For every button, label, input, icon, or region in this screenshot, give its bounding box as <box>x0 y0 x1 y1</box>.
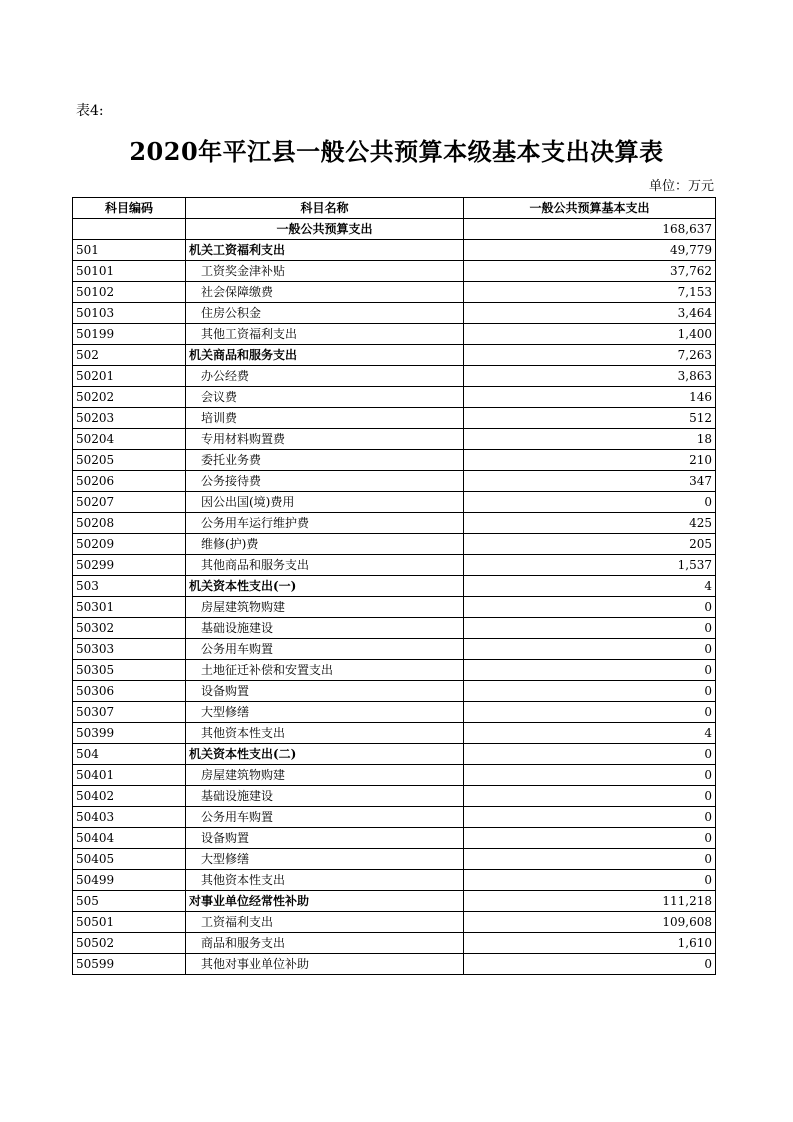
row-code: 504 <box>73 744 186 765</box>
row-amount: 0 <box>464 744 716 765</box>
row-amount: 18 <box>464 429 716 450</box>
table-row <box>73 282 716 303</box>
table-row <box>73 828 716 849</box>
row-name: 机关资本性支出(一) <box>186 576 464 597</box>
row-amount: 1,537 <box>464 555 716 576</box>
row-amount: 0 <box>464 639 716 660</box>
row-amount: 7,153 <box>464 282 716 303</box>
table-row <box>73 660 716 681</box>
budget-table <box>72 197 716 975</box>
table-header <box>73 198 716 219</box>
table-row <box>73 450 716 471</box>
row-code: 502 <box>73 345 186 366</box>
table-row <box>73 534 716 555</box>
row-amount: 0 <box>464 597 716 618</box>
row-code: 503 <box>73 576 186 597</box>
row-amount: 0 <box>464 954 716 975</box>
table-row <box>73 849 716 870</box>
row-name: 基础设施建设 <box>186 786 464 807</box>
table-row <box>73 576 716 597</box>
row-code: 50599 <box>73 954 186 975</box>
table-row <box>73 723 716 744</box>
row-name: 其他资本性支出 <box>186 870 464 891</box>
row-amount: 0 <box>464 870 716 891</box>
table-row <box>73 639 716 660</box>
row-name: 其他商品和服务支出 <box>186 555 464 576</box>
row-name: 设备购置 <box>186 828 464 849</box>
row-name: 机关商品和服务支出 <box>186 345 464 366</box>
row-amount: 512 <box>464 408 716 429</box>
table-row <box>73 408 716 429</box>
row-code: 50299 <box>73 555 186 576</box>
table-row <box>73 513 716 534</box>
row-amount: 37,762 <box>464 261 716 282</box>
row-code: 50502 <box>73 933 186 954</box>
row-code: 505 <box>73 891 186 912</box>
row-name: 土地征迁补偿和安置支出 <box>186 660 464 681</box>
row-code: 50307 <box>73 702 186 723</box>
row-amount: 146 <box>464 387 716 408</box>
table-row <box>73 240 716 261</box>
table-row <box>73 954 716 975</box>
row-amount: 425 <box>464 513 716 534</box>
row-amount: 168,637 <box>464 219 716 240</box>
row-name: 商品和服务支出 <box>186 933 464 954</box>
row-amount: 0 <box>464 849 716 870</box>
table-row <box>73 387 716 408</box>
row-amount: 0 <box>464 702 716 723</box>
row-name: 公务接待费 <box>186 471 464 492</box>
row-amount: 0 <box>464 492 716 513</box>
row-code: 50405 <box>73 849 186 870</box>
row-amount: 347 <box>464 471 716 492</box>
row-amount: 0 <box>464 807 716 828</box>
table-row <box>73 366 716 387</box>
row-amount: 111,218 <box>464 891 716 912</box>
table-row <box>73 345 716 366</box>
row-name: 维修(护)费 <box>186 534 464 555</box>
row-code: 50103 <box>73 303 186 324</box>
row-name: 工资奖金津补贴 <box>186 261 464 282</box>
row-amount: 205 <box>464 534 716 555</box>
row-code: 50204 <box>73 429 186 450</box>
table-row <box>73 681 716 702</box>
row-amount: 0 <box>464 618 716 639</box>
row-name: 机关资本性支出(二) <box>186 744 464 765</box>
row-amount: 7,263 <box>464 345 716 366</box>
row-name: 公务用车购置 <box>186 807 464 828</box>
row-amount: 3,464 <box>464 303 716 324</box>
table-row <box>73 912 716 933</box>
unit-label: 单位：万元 <box>648 179 714 194</box>
table-row <box>73 870 716 891</box>
row-code: 501 <box>73 240 186 261</box>
row-amount: 0 <box>464 828 716 849</box>
row-code: 50402 <box>73 786 186 807</box>
row-name: 其他对事业单位补助 <box>186 954 464 975</box>
row-code: 50207 <box>73 492 186 513</box>
table-row <box>73 618 716 639</box>
row-code: 50501 <box>73 912 186 933</box>
row-code: 50203 <box>73 408 186 429</box>
row-name: 其他工资福利支出 <box>186 324 464 345</box>
table-row <box>73 555 716 576</box>
row-code <box>73 219 186 240</box>
row-code: 50302 <box>73 618 186 639</box>
row-name: 大型修缮 <box>186 849 464 870</box>
row-amount: 4 <box>464 723 716 744</box>
header-amount: 一般公共预算基本支出 <box>464 198 716 219</box>
row-name: 会议费 <box>186 387 464 408</box>
row-code: 50301 <box>73 597 186 618</box>
row-name: 培训费 <box>186 408 464 429</box>
page-title: 2020年平江县一般公共预算本级基本支出决算表 <box>129 137 664 166</box>
row-name: 其他资本性支出 <box>186 723 464 744</box>
row-amount: 1,400 <box>464 324 716 345</box>
row-code: 50206 <box>73 471 186 492</box>
row-amount: 109,608 <box>464 912 716 933</box>
header-name: 科目名称 <box>186 198 464 219</box>
row-name: 机关工资福利支出 <box>186 240 464 261</box>
table-row <box>73 702 716 723</box>
row-amount: 4 <box>464 576 716 597</box>
row-name: 专用材料购置费 <box>186 429 464 450</box>
row-code: 50306 <box>73 681 186 702</box>
table-row <box>73 933 716 954</box>
row-name: 因公出国(境)费用 <box>186 492 464 513</box>
row-code: 50202 <box>73 387 186 408</box>
row-amount: 210 <box>464 450 716 471</box>
table-row <box>73 429 716 450</box>
row-code: 50404 <box>73 828 186 849</box>
row-code: 50399 <box>73 723 186 744</box>
row-code: 50403 <box>73 807 186 828</box>
table-row <box>73 765 716 786</box>
table-row <box>73 492 716 513</box>
row-name: 大型修缮 <box>186 702 464 723</box>
row-name: 房屋建筑物购建 <box>186 765 464 786</box>
row-amount: 1,610 <box>464 933 716 954</box>
row-name: 办公经费 <box>186 366 464 387</box>
row-amount: 0 <box>464 786 716 807</box>
row-amount: 0 <box>464 681 716 702</box>
row-name: 一般公共预算支出 <box>186 219 464 240</box>
row-name: 设备购置 <box>186 681 464 702</box>
table-row <box>73 471 716 492</box>
row-name: 公务用车运行维护费 <box>186 513 464 534</box>
row-amount: 0 <box>464 660 716 681</box>
row-code: 50303 <box>73 639 186 660</box>
row-code: 50201 <box>73 366 186 387</box>
table-body <box>73 219 716 975</box>
row-code: 50499 <box>73 870 186 891</box>
row-amount: 3,863 <box>464 366 716 387</box>
row-amount: 49,779 <box>464 240 716 261</box>
row-code: 50101 <box>73 261 186 282</box>
row-name: 住房公积金 <box>186 303 464 324</box>
row-code: 50209 <box>73 534 186 555</box>
row-name: 基础设施建设 <box>186 618 464 639</box>
table-row <box>73 786 716 807</box>
row-code: 50305 <box>73 660 186 681</box>
row-name: 委托业务费 <box>186 450 464 471</box>
table-number-label: 表4: <box>76 103 104 119</box>
table-row <box>73 807 716 828</box>
table-row <box>73 261 716 282</box>
row-amount: 0 <box>464 765 716 786</box>
row-name: 对事业单位经常性补助 <box>186 891 464 912</box>
table-row <box>73 744 716 765</box>
row-name: 公务用车购置 <box>186 639 464 660</box>
table-row <box>73 303 716 324</box>
row-name: 工资福利支出 <box>186 912 464 933</box>
row-name: 房屋建筑物购建 <box>186 597 464 618</box>
row-code: 50199 <box>73 324 186 345</box>
table-row <box>73 597 716 618</box>
row-name: 社会保障缴费 <box>186 282 464 303</box>
row-code: 50401 <box>73 765 186 786</box>
table-row <box>73 891 716 912</box>
row-code: 50205 <box>73 450 186 471</box>
row-code: 50102 <box>73 282 186 303</box>
table-row <box>73 219 716 240</box>
row-code: 50208 <box>73 513 186 534</box>
header-row <box>73 198 716 219</box>
table-row <box>73 324 716 345</box>
header-code: 科目编码 <box>73 198 186 219</box>
